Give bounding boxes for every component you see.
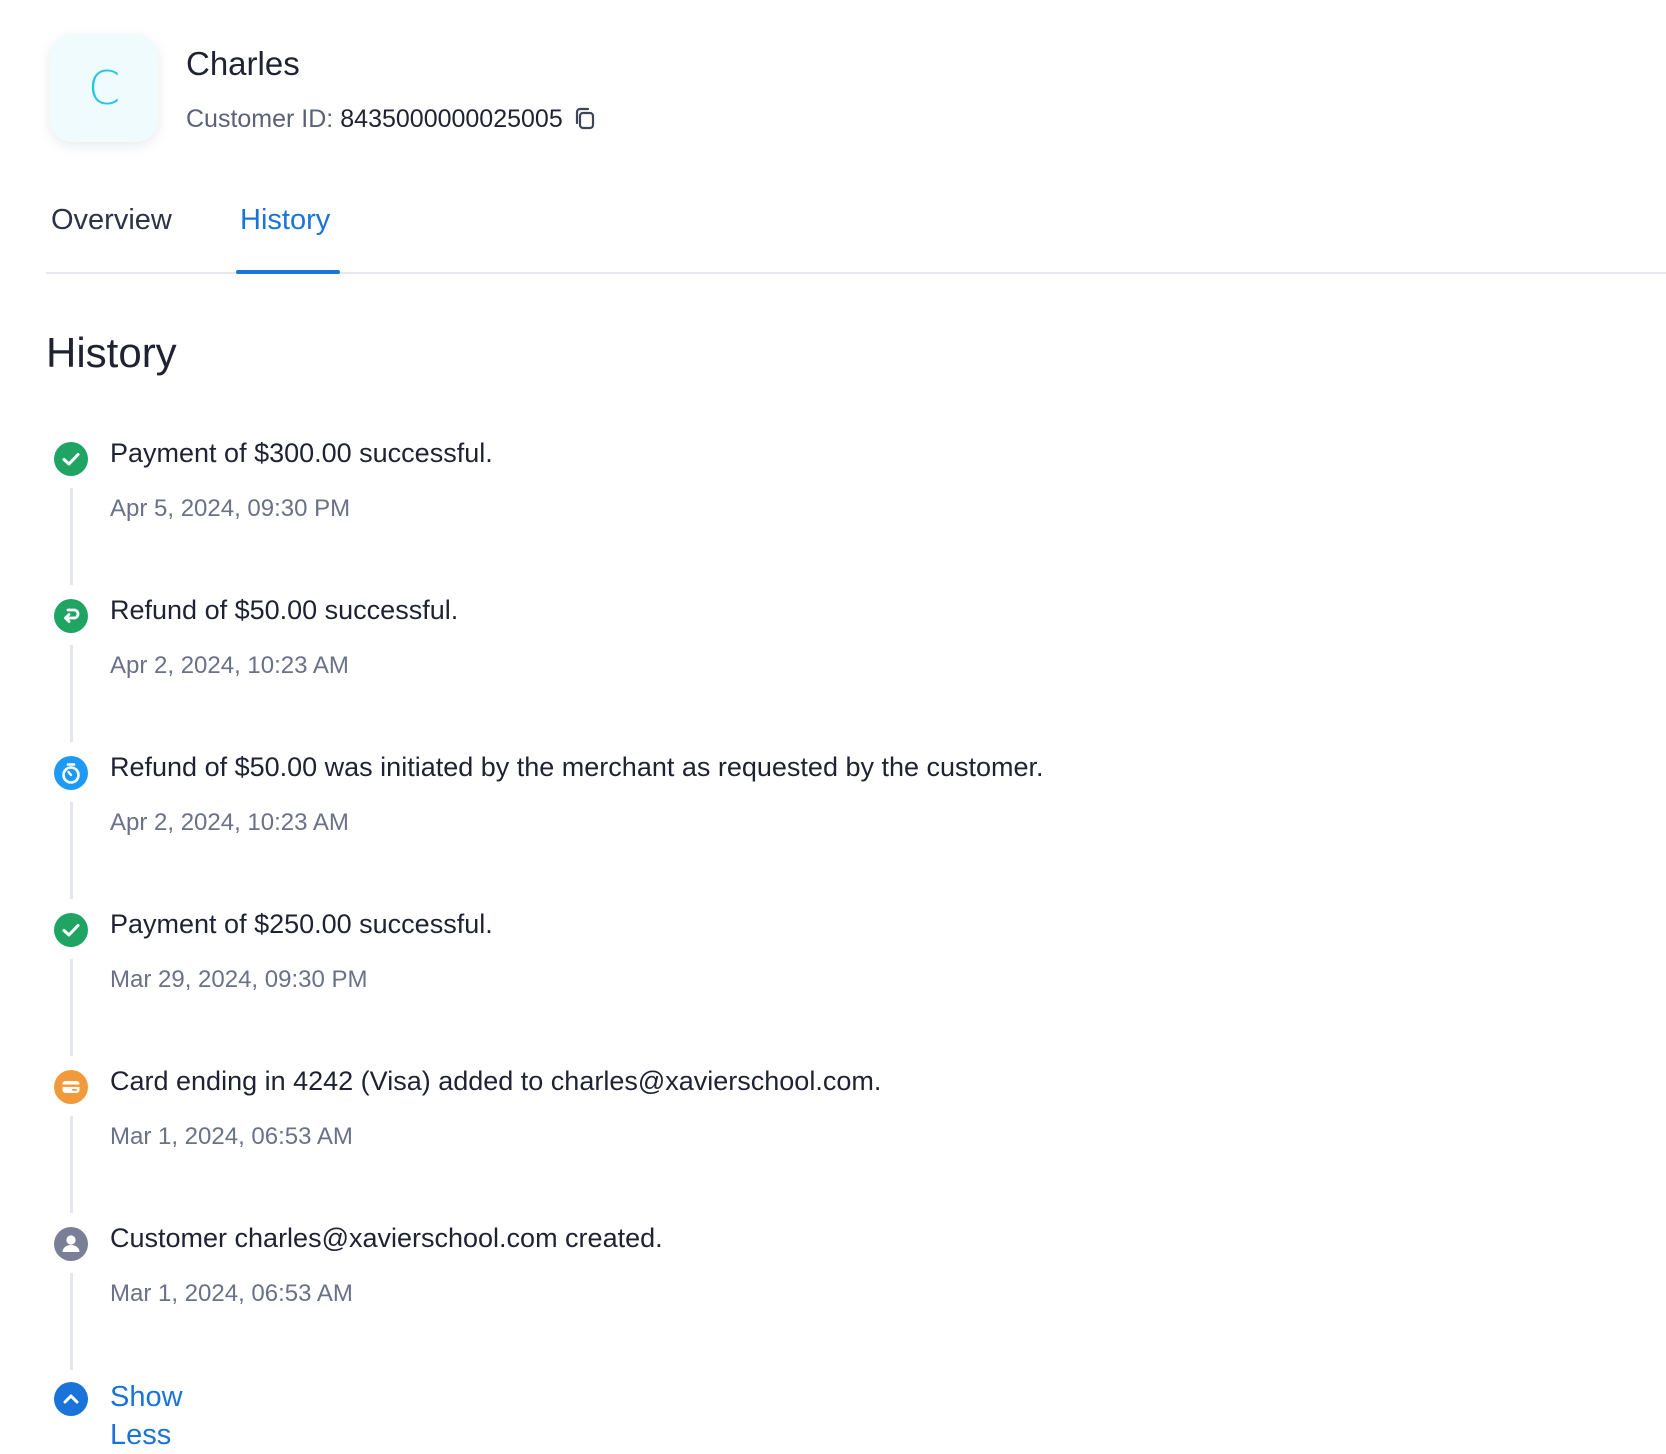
history-item-text: Customer charles@xavierschool.com created. bbox=[110, 1223, 663, 1253]
copy-icon[interactable] bbox=[571, 105, 599, 133]
timeline-connector bbox=[70, 488, 73, 585]
tab-overview[interactable]: Overview bbox=[51, 204, 172, 236]
avatar-initial: C bbox=[87, 61, 121, 115]
history-item-time: Apr 2, 2024, 10:23 AM bbox=[110, 809, 349, 836]
tab-bar bbox=[46, 196, 1666, 274]
user-icon bbox=[52, 1225, 90, 1263]
timeline-connector bbox=[70, 1116, 73, 1213]
history-item-text: Payment of $250.00 successful. bbox=[110, 909, 493, 939]
timeline-connector bbox=[70, 959, 73, 1056]
history-item-text: Refund of $50.00 successful. bbox=[110, 595, 459, 625]
active-tab-indicator bbox=[236, 270, 340, 274]
chevron-up-icon[interactable] bbox=[52, 1380, 90, 1418]
refund-icon bbox=[52, 597, 90, 635]
timeline-connector bbox=[70, 802, 73, 899]
customer-id-value: 8435000000025005 bbox=[340, 105, 563, 133]
customer-name: Charles bbox=[186, 45, 300, 82]
tab-history[interactable]: History bbox=[240, 204, 331, 236]
avatar bbox=[50, 34, 158, 142]
check-circle-icon bbox=[52, 911, 90, 949]
history-item-time: Apr 2, 2024, 10:23 AM bbox=[110, 652, 349, 679]
history-item-text: Refund of $50.00 was initiated by the merchant as requested by the customer. bbox=[110, 752, 1044, 782]
show-less-label[interactable]: Show Less bbox=[110, 1381, 183, 1451]
history-item-time: Mar 29, 2024, 09:30 PM bbox=[110, 966, 368, 993]
timeline-connector bbox=[70, 645, 73, 742]
history-item-text: Payment of $300.00 successful. bbox=[110, 438, 493, 468]
customer-id-label: Customer ID: bbox=[186, 105, 334, 133]
customer-id-row bbox=[186, 104, 599, 134]
credit-card-icon bbox=[52, 1068, 90, 1106]
history-item-text: Card ending in 4242 (Visa) added to charles@xavierschool.com. bbox=[110, 1066, 882, 1096]
history-item-time: Mar 1, 2024, 06:53 AM bbox=[110, 1123, 353, 1150]
check-circle-icon bbox=[52, 440, 90, 478]
history-item-time: Apr 5, 2024, 09:30 PM bbox=[110, 495, 351, 522]
section-title: History bbox=[46, 329, 177, 376]
timeline-connector bbox=[70, 1273, 73, 1370]
customer-header bbox=[50, 34, 599, 142]
stopwatch-icon bbox=[52, 754, 90, 792]
history-item-time: Mar 1, 2024, 06:53 AM bbox=[110, 1280, 353, 1307]
customer-info bbox=[186, 44, 599, 134]
